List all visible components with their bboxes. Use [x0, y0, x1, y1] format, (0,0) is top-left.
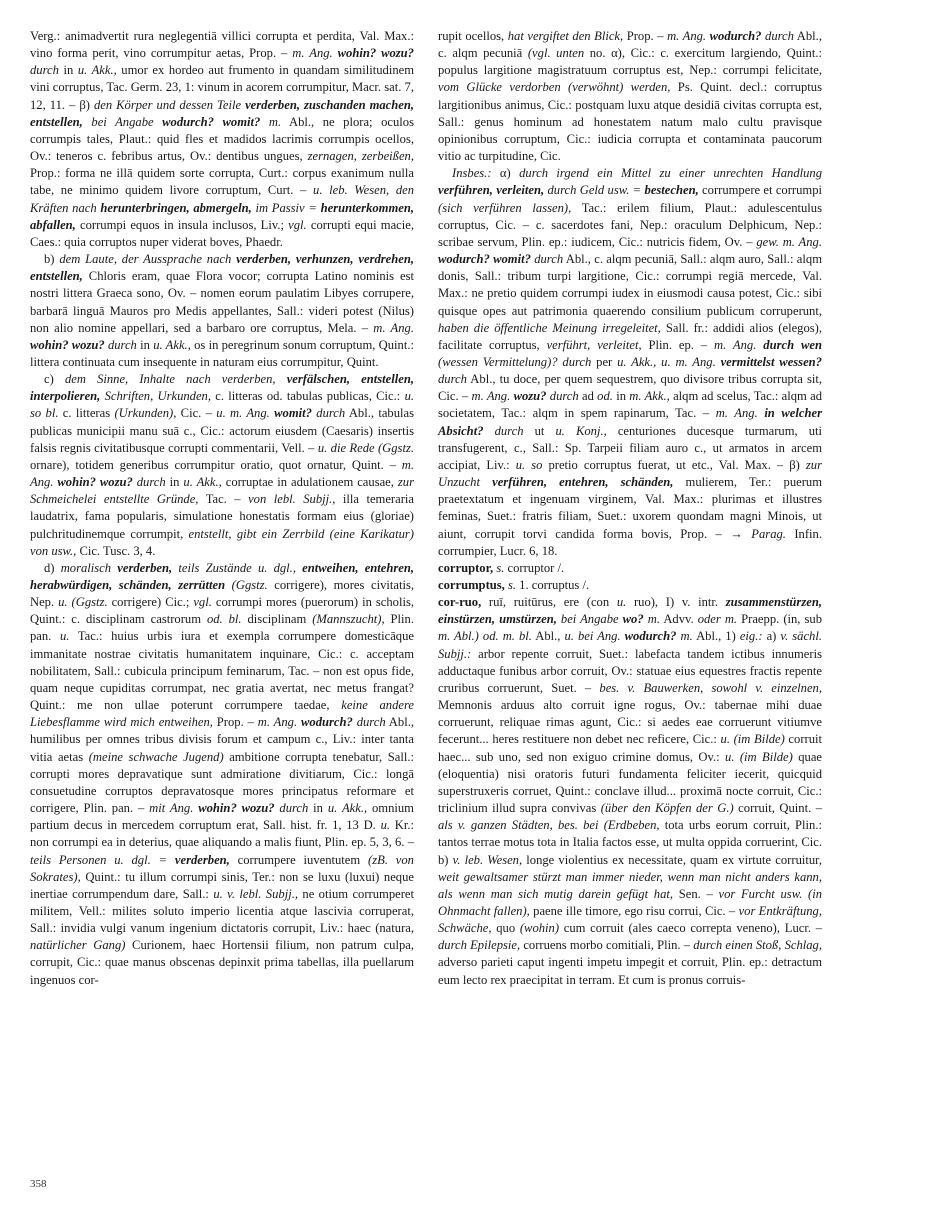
- headword-entry: corruptor, s. corruptor /.: [438, 560, 565, 575]
- entry-paragraph: d) moralisch verderben, teils Zustände u. dgl., entweihen, entehren, herabwürdigen, schänden, zerrütten (Ggstz. corrigere), mores civitatis, Nep. u. (Ggstz. corrigere) Cic.; vgl. corrumpi mores (puerorum) in scholis, Quint.: c. disciplinam castrorum od. bl. disciplinam (Mannszucht), Plin. pan. u. Tac.: huius urbis iura et exempla corrumpere domesticāque immanitate nostrae civitatis humanitatem inquinare, Cic.: c. acceptam nobilitatem, Sall.: cubicula principum feminarum, Tac. – non est opus fide, quam neque cupiditas corrumpat, nec gratia avertat, nec metus frangat? Quint.: me non ullae poterunt corrumpere taedae, keine andere Liebesflamme wird mich entweihen, Prop. – m. Ang. wodurch? durch Abl., humilibus per omnes tribus divisis forum et campum c., Liv.: inter tanta vitia aetas (meine schwache Jugend) ambitione corrupta tenebatur, Sall.: corrupti mores depravatique sunt admiratione divitiarum, Cic.: longā consuetudine corruptos depravatosque mores principatus reformare et corrigere, Plin. pan. – mit Ang. wohin? wozu? durch in u. Akk., omnium partium decus in mercedem corruptum erat, Sall. hist. fr. 1, 13 D. u. Kr.: non corrumpi ea in deterius, quae aliquando a malis fiunt, Plin. ep. 5, 3, 6. – teils Personen u. dgl. = verderben, corrumpere iuventutem (zB. von Sokrates), Quint.: tu illum corrumpi sinis, Ter.: non se luxu (luxui) neque inertiae corrumpendum dare, Sall.: u. v. lebl. Subjj., ne otium corrumperet militem, Vell.: milites soluto imperio licentia atque lascivia corruperat, Sall.: invidia vulgi vanum ingenium dictatoris corrupit, Liv.: haec (natura, natürlicher Gang) Curionem, haec Hortensii filium, non patrum culpa, corrupit, Cic.: quae manus obscenas depinxit prima tabellas, illa puellarum ingenuos cor-: [30, 560, 415, 987]
- left-column: [30, 28, 414, 989]
- page-number: 358: [30, 1178, 47, 1190]
- entry-paragraph: Verg.: animadvertit rura neglegentiā villici corrupta et perdita, Val. Max.: vino forma perit, vino corrumpitur aetas, Prop. – m. Ang. wohin? wozu? durch in u. Akk., umor ex hordeo aut frumento in quandam similitudinem vini corruptus, Tac. Germ. 23, 1: vinum in acorem corrumpitur, Macr. sat. 7, 12, 11. – β) den Körper und dessen Teile verderben, zuschanden machen, entstellen, bei Angabe wodurch? womit? m. Abl., ne plora; oculos corrumpis tales, Plaut.: quid fles et madidos lacrimis corrumpis ocellos, Ov.: teneros c. febribus artus, Ov.: dentibus ungues, zernagen, zerbeißen, Prop.: forma ne illā quidem sorte corrupta, Curt.: corpus exanimum nulla tabe, ne minimo quidem livore corruptum, Curt. – u. leb. Wesen, den Kräften nach herunterbringen, abmergeln, im Passiv = herunterkommen, abfallen, corrumpi equos in insula inclusos, Liv.; vgl. corrupti equi macie, Caes.: quia corruptos nuper viderat boves, Phaedr.: [30, 29, 415, 249]
- dictionary-page: [30, 28, 826, 1178]
- entry-paragraph: b) dem Laute, der Aussprache nach verderben, verhunzen, verdrehen, entstellen, Chloris eram, quae Flora vocor; corrupta Latino nominis est nostri littera Graeca sono, Ov. – nomen eorum paulatim Libyes corrupere, barbarā linguā Mauros pro Medis appellantes, Sall.: videri potest (Nilus) non alio nomine appellari, sed a barbaro ore corruptus, Mela. – m. Ang. wohin? wozu? durch in u. Akk., os in peregrinum sonum corruptum, Quint.: littera continuata cum insequente in naturam eius corrumpitur, Quint.: [30, 252, 415, 369]
- entry-paragraph: Insbes.: α) durch irgend ein Mittel zu einer unrechten Handlung verführen, verleiten, durch Geld usw. = bestechen, corrumpere et corrumpi (sich verführen lassen), Tac.: erilem filium, Plaut.: adulescentulus corruptus, Cic. – c. sacerdotes fani, Nep.: oraculum Delphicum, Nep.: scribae servum, Plin. ep.: iudicem, Cic.: nutricis fidem, Ov. – gew. m. Ang. wodurch? womit? durch Abl., c. alqm pecuniā, Sall.: alqm auro, Sall.: alqm donis, Sall.: tribum turpi largitione, Cic.: corrumpi regiā mercede, Val. Max.: ne pretio quidem corrumpi iudex in eiusmodi causa potest, Cic.: sibi quisque opes aut patrimonia quaerendo consilium publicum corruperunt, haben die öffentliche Meinung irregeleitet, Sall. fr.: addidi alios (elegos), facilitate corruptus, verführt, verleitet, Plin. ep. – m. Ang. durch wen (wessen Vermittelung)? durch per u. Akk., u. m. Ang. vermittelst wessen? durch Abl., tu doce, per quem sequestrem, quo divisore tribus corrupta sit, Cic. – m. Ang. wozu? durch ad od. in m. Akk., alqm ad scelus, Tac.: alqm ad societatem, Tac.: alqm in spem rapinarum, Tac. – m. Ang. in welcher Absicht? durch ut u. Konj., centuriones ducesque turmarum, uti transfugerent, c., Sall.: Sp. Tarpeii filiam auro c., ut armatos in arcem accipiat, Liv.: u. so pretio corruptus fuerat, ut etc., Val. Max. – β) zur Unzucht verführen, entehren, schänden, mulierem, Ter.: puerum praetextatum et ingenuam virginem, Val. Max.: plurimas et illustres feminas, Suet.: fratris filiam, Suet.: uxorem quondam magni Minois, ut aiunt, corrupit torvi candida forma bovis, Prop. – → Parag. Infin. corrumpier, Lucr. 6, 18.: [438, 166, 823, 558]
- headword-entry: cor-ruo, ruī, ruitūrus, ere (con u. ruo), I) v. intr. zusammenstürzen, einstürzen, umstürzen, bei Angabe wo? m. Advv. oder m. Praepp. (in, sub m. Abl.) od. m. bl. Abl., u. bei Ang. wodurch? m. Abl., 1) eig.: a) v. sächl. Subjj.: arbor repente corruit, Suet.: labefacta tandem ictibus innumeris adductaque funibus arbor corruit, Ov.: statuae eius equestres fractis repente cruribus corruerunt, Suet. – bes. v. Bauwerken, sowohl v. einzelnen, Memnonis arduus alto corruit igne rogus, Ov.: tabernae mihi duae corruerunt, reliquae rimas agunt, Cic.: si aedes eae corruerunt vitiumve fecerunt... heres restituere non debet nec reficere, Cic.: u. (im Bilde) corruit haec... sub uno, sed non exiguo crimine domus, Ov.: u. (im Bilde) quae (eloquentia) nisi oratoris futuri fundamenta feliciter iecerit, quicquid superstruxeris corruet, Quint.: conclave illud... proximā nocte corruit, Cic.: triclinium illud supra convivas (über den Köpfen der G.) corruit, Quint. – als v. ganzen Städten, bes. bei (Erdbeben, tota urbs eorum corruit, Plin.: tantos terrae motus tota in Italia factos esse, ut multa oppida corruerint, Cic. b) v. leb. Wesen, longe violentius ex necessitate, quam ex virtute corruitur, weit gewaltsamer stürzt man immer nieder, wenn man nicht anders kann, als wenn man sich mutig darein gefügt hat, Sen. – vor Furcht usw. (in Ohnmacht fallen), paene ille timore, ego risu corrui, Cic. – vor Entkräftung, Schwäche, quo (wohin) cum corruit (ales caeco correpta veneno), Lucr. – durch Epilepsie, corruens morbo comitiali, Plin. – durch einen Stoß, Schlag, adverso parieti caput ingenti impetu impegit et corruit, Plin. ep.: detractum eum lecto rex praecipitat in terram. Et cum is pronus corruis-: [438, 595, 823, 987]
- entry-paragraph: c) dem Sinne, Inhalte nach verderben, verfälschen, entstellen, interpolieren, Schriften, Urkunden, c. litteras od. tabulas publicas, Cic.: u. so bl. c. litteras (Urkunden), Cic. – u. m. Ang. womit? durch Abl., tabulas publicas municipii manu suā c., Cic.: actorum eiusdem (Caesaris) insertis falsis regnis civitatibusque corrupti commentarii, Vell. – u. die Rede (Ggstz. ornare), totidem generibus corrumpitur oratio, quot ornatur, Quint. – m. Ang. wohin? wozu? durch in u. Akk., corruptae in adulationem causae, zur Schmeichelei entstellte Gründe, Tac. – von lebl. Subjj., illa temeraria laudatrix, fama popularis, simulatione honestatis formam eius (gloriae) pulchritudinemque corrumpit, entstellt, gibt ein Zerrbild (eine Karikatur) von usw., Cic. Tusc. 3, 4.: [30, 372, 415, 558]
- entry-paragraph: rupit ocellos, hat vergiftet den Blick, Prop. – m. Ang. wodurch? durch Abl., c. alqm pecuniā (vgl. unten no. α), Cic.: c. exercitum largiendo, Quint.: populus largitione magistratuum corruptus est, Nep.: corrumpi felicitate, vom Glücke verdorben (verwöhnt) werden, Ps. Quint. decl.: corruptus largitionibus animus, Cic.: postquam luxu atque desidiā civitas corrupta est, Sall.: genus hominum ad honestatem natum malo cultu pravisque opinionibus corruptum, Cic.: iudicia corrupta et contaminata paucorum vitio ac turpitudine, Cic.: [438, 29, 822, 164]
- right-column: [438, 28, 822, 989]
- headword-entry: corrumptus, s. 1. corruptus /.: [438, 578, 590, 592]
